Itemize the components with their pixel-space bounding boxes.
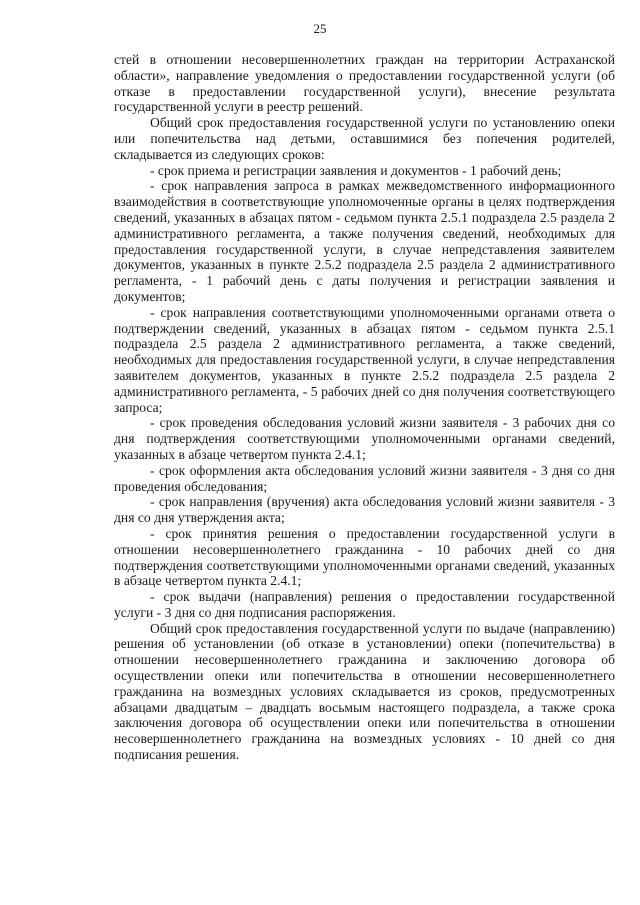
- paragraph: Общий срок предоставления государственной услуги по выдаче (направлению) решения об установлении (об отказе в установлении) опеки (попечительства) в отношении несовершеннолетнего гражданина и заключению договора об осуществлении опеки или попечительства в отношении несовершеннолетнего гражданина на возмездных условиях складывается из сроков, предусмотренных абзацами двадцатым – двадцать восьмым настоящего подраздела, а также срока заключения договора об осуществлении опеки или попечительства в отношении несовершеннолетнего гражданина на возмездных условиях - 10 дней со дня подписания решения.: [114, 620, 615, 763]
- paragraph: - срок выдачи (направления) решения о предоставлении государственной услуги - 3 дня со дня подписания распоряжения.: [114, 589, 615, 620]
- paragraph: - срок приема и регистрации заявления и документов - 1 рабочий день;: [150, 162, 562, 178]
- paragraph: Общий срок предоставления государственной услуги по установлению опеки или попечительства над детьми, оставшимися без попечения родителей, складывается из следующих сроков:: [114, 115, 615, 162]
- paragraph: - срок принятия решения о предоставлении государственной услуги в отношении несовершеннолетнего гражданина - 10 рабочих дней со дня подтверждения соответствующими уполномоченными органами сведений, указанных в абзаце четвертом пункта 2.4.1;: [114, 525, 615, 589]
- paragraph: - срок направления запроса в рамках межведомственного информационного взаимодействия в соответствующие уполномоченные органы в целях подтверждения сведений, указанных в абзацах пятом - седьмом пункта 2.5.1 подраздела 2.5 раздела 2 административного регламента, а также получения сведений, необходимых для предоставления государственной услуги, в случае непредставления заявителем документов, указанных в пункте 2.5.2 подраздела 2.5 раздела 2 административного регламента, - 1 рабочий день с даты получения и регистрации заявления и документов;: [114, 178, 615, 304]
- paragraph: - срок оформления акта обследования условий жизни заявителя - 3 дня со дня проведения обследования;: [114, 462, 615, 494]
- paragraph: - срок направления соответствующими уполномоченными органами ответа о подтверждении сведений, указанных в абзацах пятом - седьмом пункта 2.5.1 подраздела 2.5 раздела 2 административного регламента, а также сведений, необходимых для предоставления государственной услуги, в случае непредставления заявителем документов, указанных в пункте 2.5.2 подраздела 2.5 раздела 2 административного регламента, - 5 рабочих дней со дня получения соответствующего запроса;: [114, 304, 615, 415]
- body-text: [114, 52, 615, 763]
- paragraph: - срок проведения обследования условий жизни заявителя - 3 рабочих дня со дня подтверждения соответствующими уполномоченными органами сведений, указанных в абзаце четвертом пункта 2.4.1;: [114, 415, 615, 462]
- page-number: 25: [313, 21, 327, 36]
- paragraph: - срок направления (вручения) акта обследования условий жизни заявителя - 3 дня со дня утверждения акта;: [114, 494, 615, 526]
- paragraph: стей в отношении несовершеннолетних граждан на территории Астраханской области», направление уведомления о предоставлении государственной услуги (об отказе в предоставлении государственной услуги), внесение результата государственной услуги в реестр решений.: [114, 52, 615, 115]
